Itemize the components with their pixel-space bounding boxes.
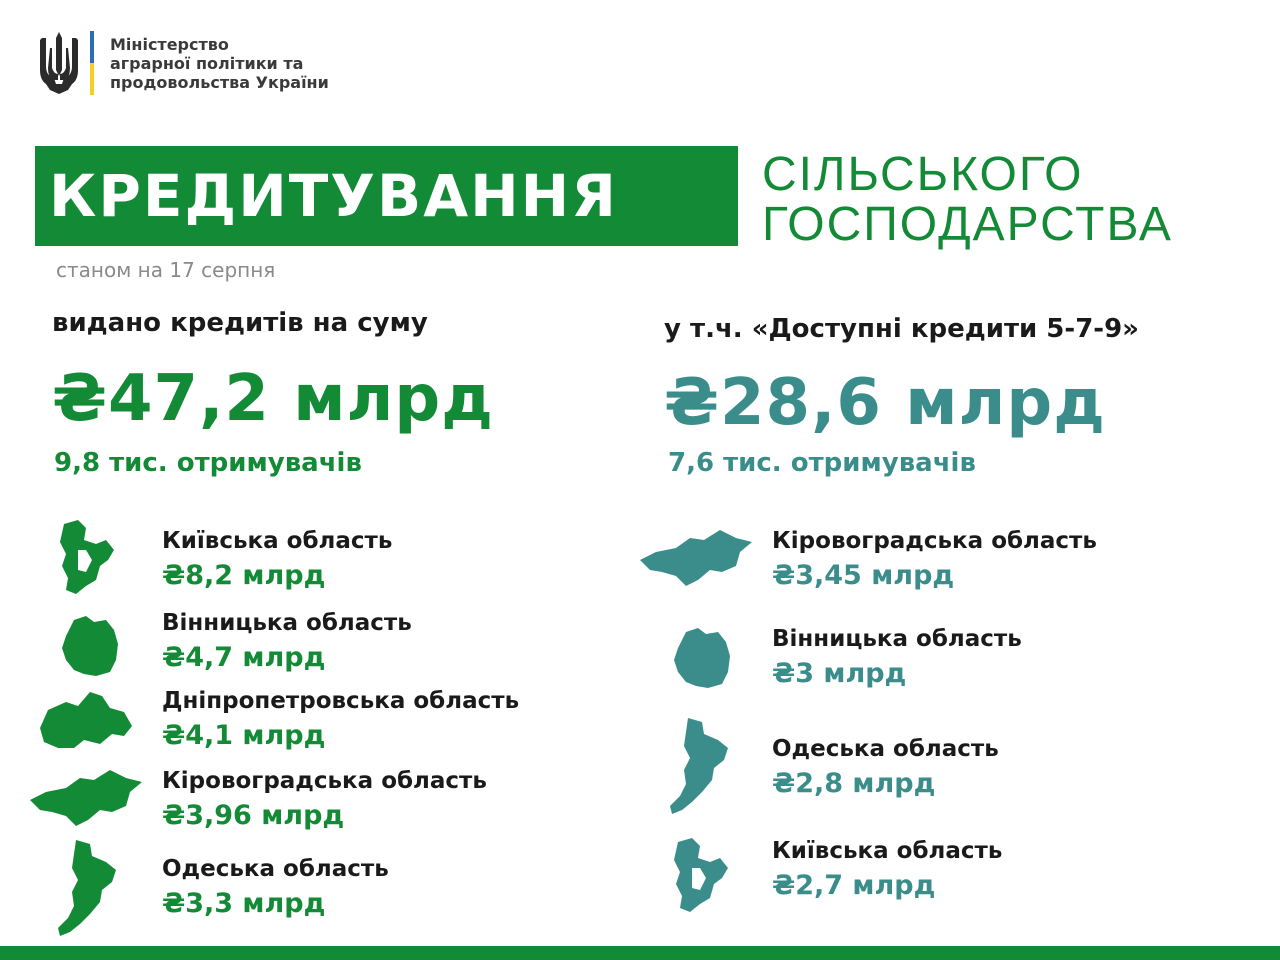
region-total-dnipropetrovsk: [162, 688, 519, 751]
kyiv-oblast-map-icon: [56, 520, 118, 596]
page-subtitle: [762, 150, 1173, 250]
ministry-line-2: аграрної політики та: [110, 53, 304, 73]
ministry-line-3: продовольства України: [110, 72, 329, 92]
program-amount: ₴28,6 млрд: [664, 366, 1106, 440]
region-name: Вінницька область: [162, 610, 412, 636]
region-program-kyiv: [772, 838, 1002, 901]
region-name: Вінницька область: [772, 626, 1022, 652]
program-lead: у т.ч. «Доступні кредити 5-7-9»: [664, 314, 1139, 344]
region-program-odesa: [772, 736, 999, 799]
region-total-kyiv: [162, 528, 392, 591]
region-total-kirovohrad: [162, 768, 487, 831]
kirovohrad-oblast-map-icon: [30, 768, 144, 828]
ministry-line-1: Міністерство: [110, 34, 229, 54]
flag-bar: [90, 31, 94, 95]
ministry-header: [38, 30, 329, 96]
region-name: Київська область: [162, 528, 393, 554]
region-name: Одеська область: [772, 736, 999, 762]
page-title: КРЕДИТУВАННЯ: [49, 162, 618, 230]
region-name: Київська область: [772, 838, 1003, 864]
region-name: Одеська область: [162, 856, 389, 882]
kirovohrad-oblast-map-icon: [640, 528, 754, 588]
region-value: ₴4,1 млрд: [162, 720, 326, 751]
total-recipients: 9,8 тис. отримувачів: [54, 448, 362, 478]
ministry-name: [110, 35, 329, 92]
kyiv-oblast-map-icon: [670, 838, 732, 914]
total-amount: ₴47,2 млрд: [52, 362, 494, 436]
total-lead: видано кредитів на суму: [52, 308, 428, 338]
region-value: ₴4,7 млрд: [162, 642, 326, 673]
region-total-odesa: [162, 856, 389, 919]
region-value: ₴3 млрд: [772, 658, 907, 689]
title-banner: [35, 146, 738, 246]
vinnytsia-oblast-map-icon: [672, 628, 734, 690]
region-value: ₴2,7 млрд: [772, 870, 936, 901]
odesa-oblast-map-icon: [56, 840, 132, 940]
region-value: ₴3,3 млрд: [162, 888, 326, 919]
odesa-oblast-map-icon: [668, 718, 744, 818]
subtitle-line-2: ГОСПОДАРСТВА: [762, 198, 1173, 251]
region-value: ₴3,96 млрд: [162, 800, 345, 831]
program-recipients: 7,6 тис. отримувачів: [668, 448, 976, 478]
region-value: ₴3,45 млрд: [772, 560, 955, 591]
region-program-vinnytsia: [772, 626, 1022, 689]
dnipropetrovsk-oblast-map-icon: [38, 690, 134, 752]
region-name: Дніпропетровська область: [162, 688, 520, 714]
region-name: Кіровоградська область: [162, 768, 487, 794]
bottom-bar: [0, 946, 1280, 960]
region-name: Кіровоградська область: [772, 528, 1097, 554]
region-value: ₴2,8 млрд: [772, 768, 936, 799]
region-value: ₴8,2 млрд: [162, 560, 326, 591]
subtitle-line-1: СІЛЬСЬКОГО: [762, 148, 1084, 201]
vinnytsia-oblast-map-icon: [60, 616, 122, 678]
region-program-kirovohrad: [772, 528, 1097, 591]
region-total-vinnytsia: [162, 610, 412, 673]
trident-icon: [38, 30, 80, 96]
as-of-date: станом на 17 серпня: [56, 258, 276, 282]
